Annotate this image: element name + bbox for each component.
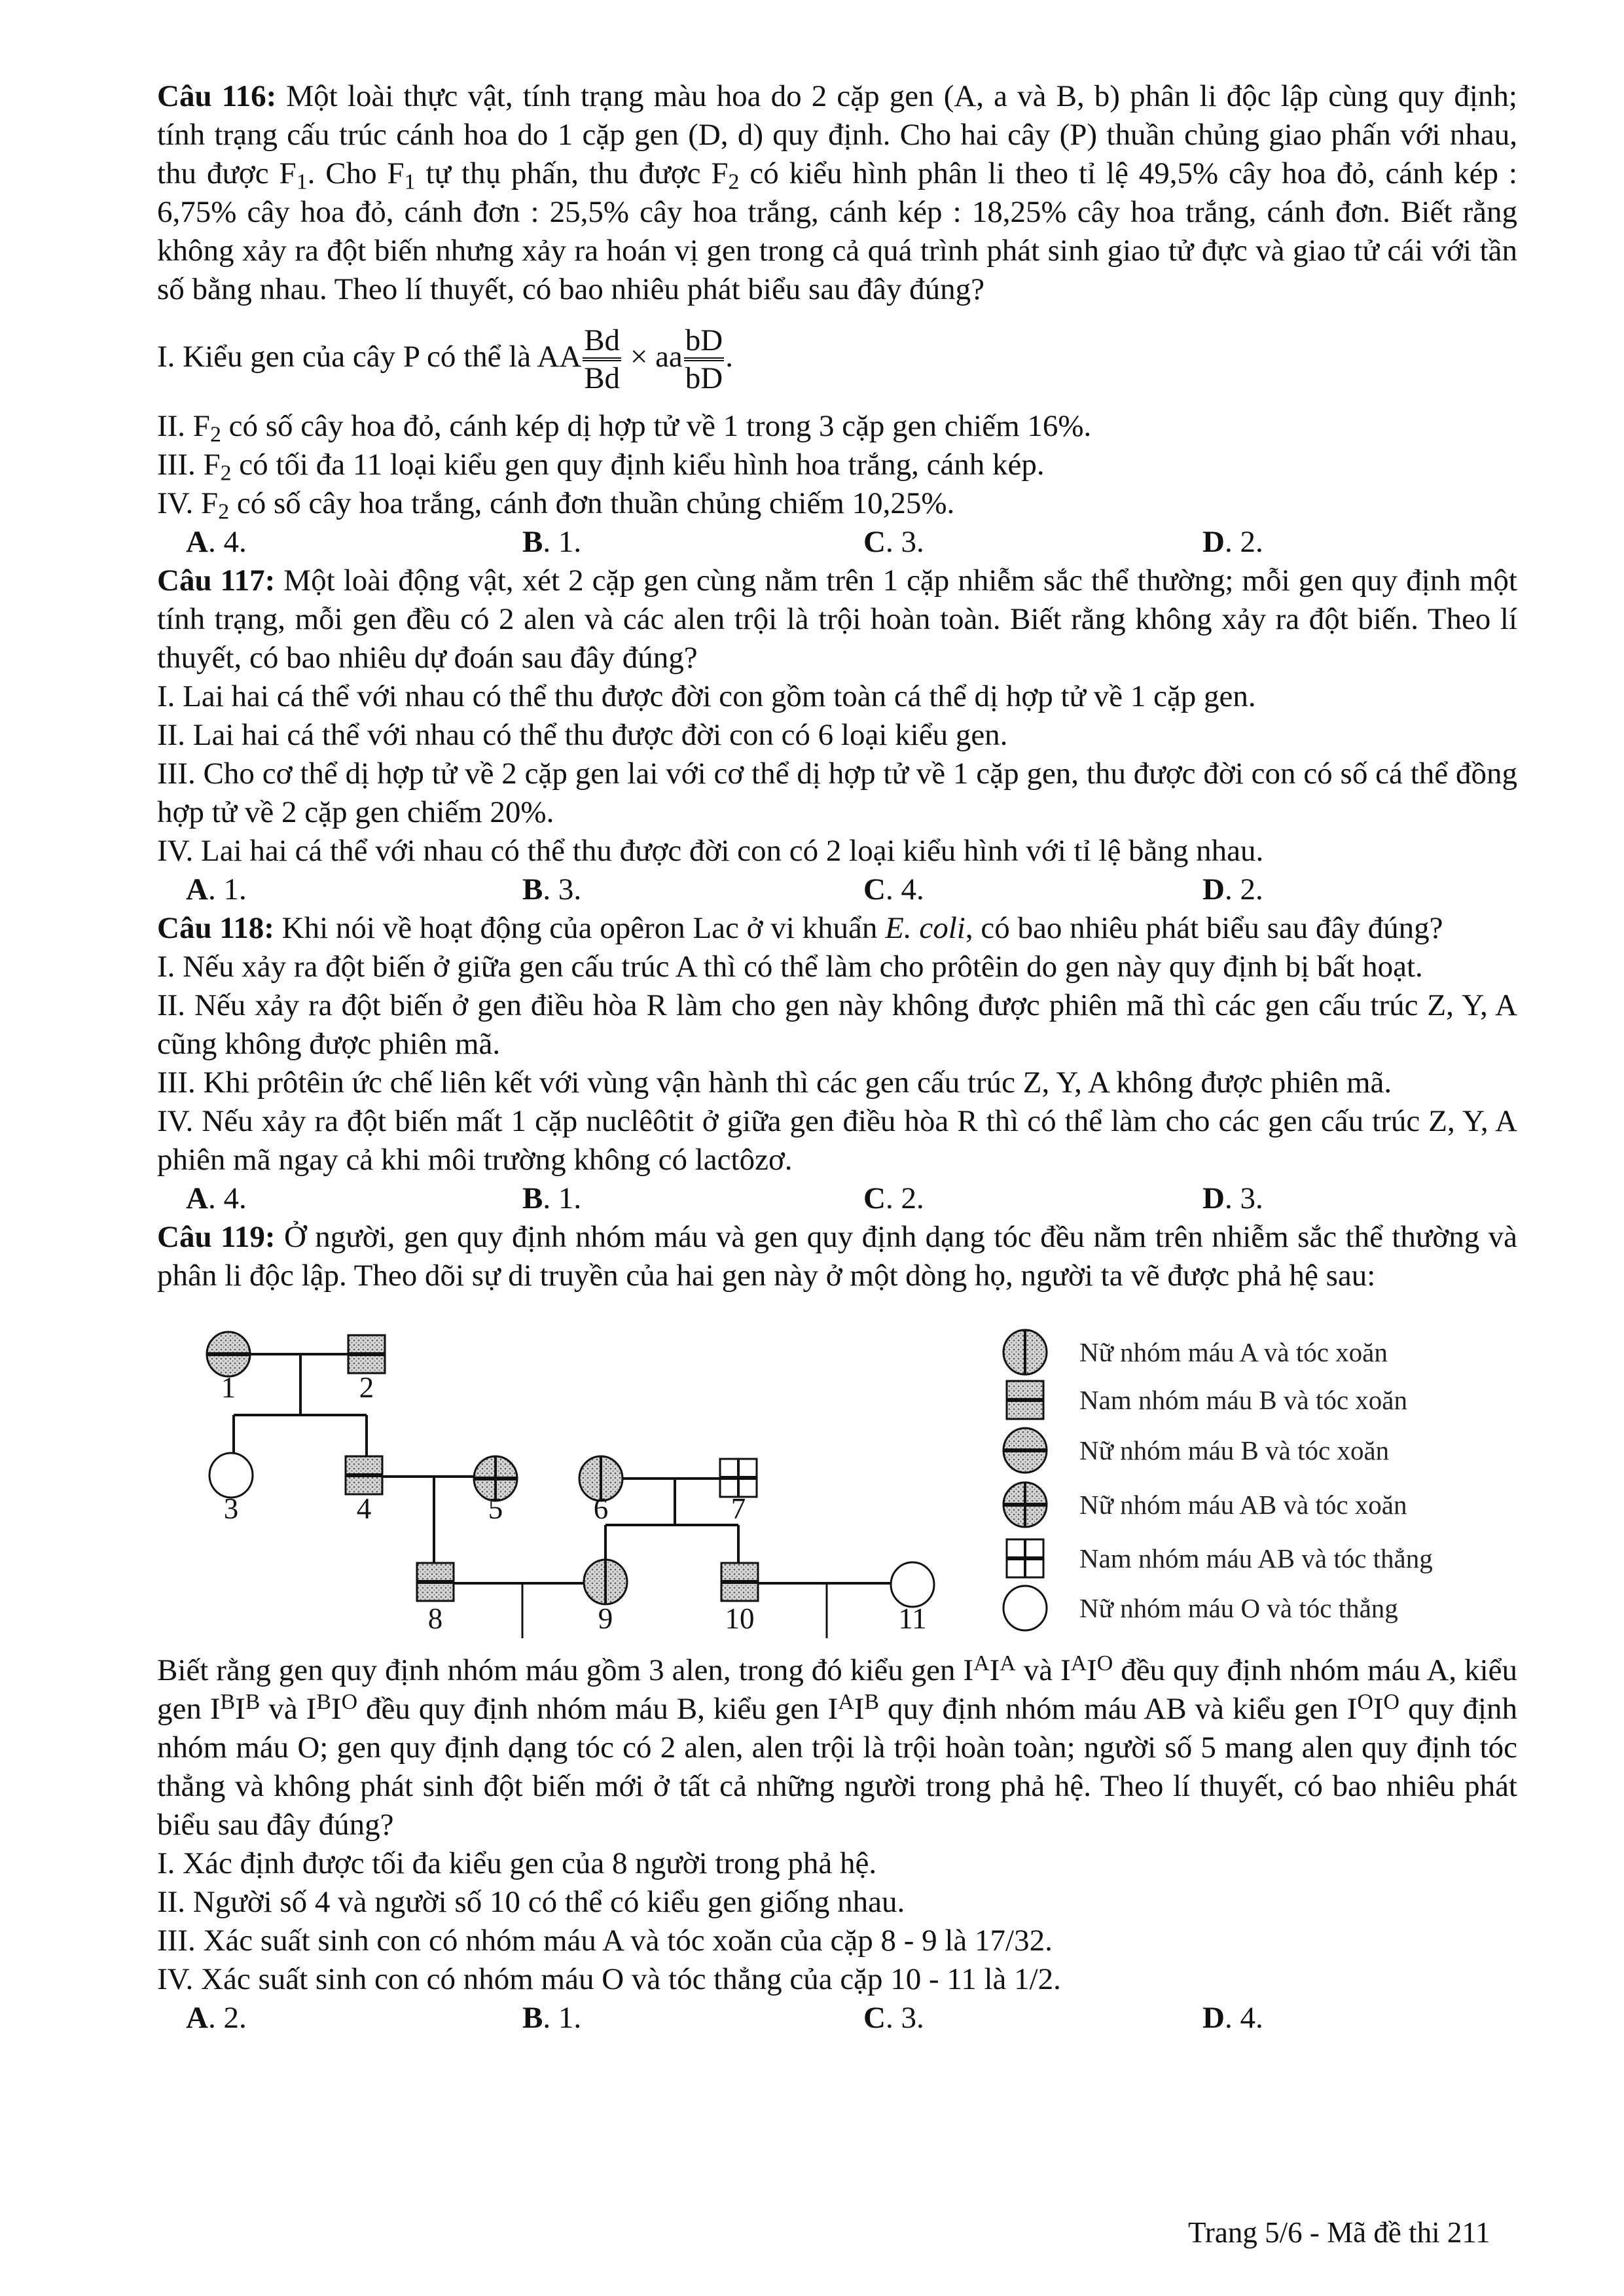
option-letter: A	[186, 872, 208, 906]
text-run: Ở người, gen quy định nhóm máu và gen quy định dạng tóc đều nằm trên nhiễm sắc thể thường và phân li độc lập. Theo dõi sự di truyền của hai gen này ở một dòng họ, người ta vẽ được phả hệ sau:	[157, 1220, 1517, 1293]
q117-statement-2	[157, 716, 1517, 755]
subscript: 2	[728, 170, 740, 194]
option-value: . 3.	[885, 2001, 924, 2035]
fraction-den: bD	[685, 361, 723, 395]
superscript: O	[341, 1689, 357, 1714]
subscript: 1	[404, 170, 416, 194]
text-run: quy định nhóm máu O; gen quy định dạng tóc có 2 alen, alen trội là trội hoàn toàn; người số 5 mang alen quy định tóc thẳng và không phát sinh đột biến mới ở tất cả những người trong phả hệ. Theo lí thuyết, có bao nhiêu phát biểu sau đây đúng?	[157, 1692, 1518, 1842]
legend-label: Nam nhóm máu AB và tóc thẳng	[1079, 1543, 1433, 1573]
q119-statement-3	[157, 1922, 1517, 1960]
answer-option-a[interactable]	[186, 1999, 247, 2037]
pedigree-individual-8	[417, 1563, 454, 1601]
text-run: I	[1087, 1653, 1097, 1687]
text-run: có tối đa 11 loại kiểu gen quy định kiểu hình hoa trắng, cánh kép.	[231, 448, 1045, 482]
answer-option-a[interactable]	[186, 870, 247, 909]
option-letter: D	[1202, 872, 1225, 906]
legend-label: Nữ nhóm máu B và tóc xoăn	[1079, 1435, 1390, 1465]
option-letter: A	[186, 1181, 208, 1215]
text-run: Khi nói về hoạt động của opêron Lac ở vi khuẩn	[274, 911, 886, 945]
pedigree-individual-3	[209, 1453, 253, 1498]
text-run: I	[1373, 1692, 1384, 1726]
option-value: . 3.	[885, 525, 924, 559]
individual-number: 5	[488, 1492, 503, 1525]
q116-answers	[157, 523, 1517, 562]
question-118-stem	[157, 909, 1517, 948]
text-run: I	[854, 1692, 865, 1726]
superscript: B	[864, 1689, 879, 1714]
superscript: A	[973, 1651, 990, 1676]
option-value: . 3.	[543, 872, 582, 906]
superscript: B	[245, 1689, 261, 1714]
legend-symbol-6	[1003, 1586, 1047, 1630]
question-number: Câu 117:	[157, 564, 276, 598]
option-value: . 2.	[208, 2001, 247, 2035]
pedigree-chart	[0, 1311, 1624, 1638]
question-119-stem	[157, 1218, 1517, 1295]
superscript: A	[838, 1689, 854, 1714]
answer-option-b[interactable]	[522, 870, 581, 909]
text-run: III. Xác suất sinh con có nhóm máu A và tóc xoăn của cặp 8 - 9 là 17/32.	[157, 1924, 1053, 1958]
legend-symbol-3	[1003, 1428, 1047, 1473]
q117-answers	[157, 870, 1517, 909]
genotype-fraction	[684, 323, 724, 395]
text-run: II. Nếu xảy ra đột biến ở gen điều hòa R làm cho gen này không được phiên mã thì các gen cấu trúc Z, Y, A cũng không được phiên mã.	[157, 988, 1517, 1061]
text-run: II. Lai hai cá thể với nhau có thể thu được đời con có 6 loại kiểu gen.	[157, 718, 1008, 752]
fraction-num: bD	[684, 323, 724, 361]
answer-option-d[interactable]	[1202, 1179, 1263, 1218]
text-run: và I	[260, 1692, 317, 1726]
legend-label: Nữ nhóm máu O và tóc thẳng	[1079, 1593, 1398, 1623]
pedigree-individual-4	[346, 1456, 382, 1494]
option-letter: D	[1202, 2001, 1225, 2035]
option-letter: A	[186, 2001, 208, 2035]
text-run: × aa	[623, 339, 683, 374]
answer-option-a[interactable]	[186, 523, 247, 562]
text-run: đều quy định nhóm máu B, kiểu gen I	[357, 1692, 839, 1726]
q117-statement-1	[157, 677, 1517, 716]
option-letter: C	[863, 525, 886, 559]
individual-number: 6	[593, 1492, 609, 1525]
text-run: , có bao nhiêu phát biểu sau đây đúng?	[965, 911, 1443, 945]
individual-number: 3	[223, 1492, 239, 1525]
q116-statement-2	[157, 407, 1517, 446]
text-run: II. F	[157, 409, 210, 443]
text-run: Biết rằng gen quy định nhóm máu gồm 3 alen, trong đó kiểu gen I	[157, 1653, 974, 1687]
option-letter: C	[863, 2001, 886, 2035]
pedigree-individual-2	[348, 1335, 385, 1373]
pedigree-individual-7	[720, 1459, 757, 1497]
option-value: . 4.	[208, 1181, 247, 1215]
exam-page	[157, 77, 1517, 2037]
answer-option-c[interactable]	[863, 1179, 924, 1218]
option-value: . 2.	[1224, 525, 1263, 559]
text-run: IV. F	[157, 486, 219, 520]
answer-option-c[interactable]	[863, 870, 924, 909]
pedigree-individual-11	[891, 1562, 934, 1607]
option-value: . 1.	[208, 872, 247, 906]
q118-statement-4	[157, 1102, 1517, 1179]
legend-symbol-5	[1007, 1539, 1043, 1577]
text-run: IV. Lai hai cá thể với nhau có thể thu được đời con có 2 loại kiểu hình với tỉ lệ bằng nhau.	[157, 834, 1264, 868]
option-letter: D	[1202, 525, 1225, 559]
q119-statement-4	[157, 1960, 1517, 1999]
q116-statement-4	[157, 484, 1517, 523]
q119-statement-1	[157, 1844, 1517, 1883]
option-letter: C	[863, 1181, 886, 1215]
q116-statement-3	[157, 446, 1517, 484]
answer-option-a[interactable]	[186, 1179, 247, 1218]
text-run: Một loài thực vật, tính trạng màu hoa do 2 cặp gen (A, a và B, b) phân li độc lập cùng quy định; tính trạng cấu trúc cánh hoa do 1 cặp gen (D, d) quy định. Cho hai cây (P) thuần chủng giao phấn với nhau, thu được F	[157, 79, 1517, 190]
text-run: Một loài động vật, xét 2 cặp gen cùng nằm trên 1 cặp nhiễm sắc thể thường; mỗi gen quy định một tính trạng, mỗi gen đều có 2 alen và các alen trội là trội hoàn toàn. Biết rằng không xảy ra đột biến. Theo lí thuyết, có bao nhiêu dự đoán sau đây đúng?	[157, 564, 1517, 675]
legend-label: Nam nhóm máu B và tóc xoăn	[1079, 1385, 1408, 1415]
text-run: I	[989, 1653, 1000, 1687]
text-run: quy định nhóm máu AB và kiểu gen I	[879, 1692, 1358, 1726]
answer-option-b[interactable]	[522, 1179, 581, 1218]
text-run: tự thụ phấn, thu được F	[415, 156, 729, 190]
pedigree-lines	[234, 1354, 890, 1638]
question-number: Câu 116:	[157, 79, 277, 113]
question-117-stem	[157, 562, 1517, 677]
q119-answers	[157, 1999, 1517, 2037]
text-run: III. F	[157, 448, 221, 482]
fraction-num: Bd	[583, 323, 621, 361]
text-run: .	[725, 339, 733, 374]
q116-statement-1	[157, 309, 1517, 407]
answer-option-d[interactable]	[1202, 1999, 1263, 2037]
option-value: . 2.	[1224, 872, 1263, 906]
individual-number: 4	[356, 1492, 372, 1525]
pedigree-individual-10	[721, 1563, 758, 1601]
question-119-info	[157, 1651, 1517, 1844]
text-run: III. Khi prôtêin ức chế liên kết với vùng vận hành thì các gen cấu trúc Z, Y, A không được phiên mã.	[157, 1066, 1392, 1100]
legend-label: Nữ nhóm máu AB và tóc xoăn	[1079, 1490, 1407, 1520]
italic-text: E. coli	[885, 911, 965, 945]
individual-number: 11	[898, 1602, 927, 1635]
legend-symbol-4	[1003, 1482, 1047, 1527]
subscript: 2	[220, 461, 232, 486]
legend-symbol-1	[1003, 1330, 1047, 1374]
subscript: 2	[218, 499, 230, 524]
individual-number: 10	[725, 1602, 755, 1635]
q118-statement-3	[157, 1064, 1517, 1102]
text-run: IV. Xác suất sinh con có nhóm máu O và tóc thẳng của cặp 10 - 11 là 1/2.	[157, 1962, 1061, 1996]
answer-option-c[interactable]	[863, 1999, 924, 2037]
answer-option-b[interactable]	[522, 523, 581, 562]
fraction-den: Bd	[584, 361, 621, 395]
text-run: I	[235, 1692, 245, 1726]
q119-statement-2	[157, 1883, 1517, 1922]
superscript: B	[220, 1689, 236, 1714]
superscript: A	[1070, 1651, 1087, 1676]
individual-number: 1	[221, 1371, 236, 1404]
text-run: I. Lai hai cá thể với nhau có thể thu được đời con gồm toàn cá thể dị hợp tử về 1 cặp gen.	[157, 679, 1256, 713]
genotype-fraction	[583, 323, 621, 395]
q117-statement-3	[157, 755, 1517, 832]
answer-option-d[interactable]	[1202, 523, 1263, 562]
individual-number: 9	[598, 1602, 613, 1635]
option-letter: B	[522, 1181, 543, 1215]
answer-option-b[interactable]	[522, 1999, 581, 2037]
text-run: đều quy định nhóm máu A, kiểu gen I	[157, 1653, 1518, 1726]
superscript: O	[1383, 1689, 1399, 1714]
page-footer: Trang 5/6 - Mã đề thi 211	[1188, 2216, 1490, 2249]
individual-number: 2	[359, 1371, 374, 1404]
option-value: . 2.	[885, 1181, 924, 1215]
answer-option-d[interactable]	[1202, 870, 1263, 909]
text-run: IV. Nếu xảy ra đột biến mất 1 cặp nuclêôtit ở giữa gen điều hòa R thì có thể làm cho các gen cấu trúc Z, Y, A phiên mã ngay cả khi môi trường không có lactôzơ.	[157, 1104, 1517, 1177]
option-value: . 1.	[543, 2001, 582, 2035]
text-run: III. Cho cơ thể dị hợp tử về 2 cặp gen lai với cơ thể dị hợp tử về 1 cặp gen, thu được đời con có số cá thể đồng hợp tử về 2 cặp gen chiếm 20%.	[157, 757, 1517, 829]
option-value: . 4.	[208, 525, 247, 559]
text-run: và I	[1015, 1653, 1071, 1687]
subscript: 2	[209, 422, 221, 447]
text-run: I. Nếu xảy ra đột biến ở giữa gen cấu trúc A thì có thể làm cho prôtêin do gen này quy định bị bất hoạt.	[157, 950, 1423, 984]
individual-number: 7	[731, 1492, 746, 1525]
q118-statement-2	[157, 986, 1517, 1064]
option-value: . 1.	[543, 525, 582, 559]
option-value: . 3.	[1224, 1181, 1263, 1215]
option-letter: B	[522, 872, 543, 906]
pedigree-individual-1	[207, 1332, 250, 1376]
question-number: Câu 119:	[157, 1220, 276, 1254]
pedigree-individual-9	[584, 1560, 627, 1604]
q117-statement-4	[157, 832, 1517, 870]
option-value: . 4.	[1224, 2001, 1263, 2035]
superscript: O	[1357, 1689, 1373, 1714]
individual-number: 8	[427, 1602, 443, 1635]
text-run: I. Kiểu gen của cây P có thể là AA	[157, 339, 582, 374]
option-letter: C	[863, 872, 886, 906]
text-run: có kiểu hình phân li theo tỉ lệ 49,5% cây hoa đỏ, cánh kép : 6,75% cây hoa đỏ, cánh đơn : 25,5% cây hoa trắng, cánh kép : 18,25% cây hoa trắng, cánh đơn. Biết rằng không xảy ra đột biến nhưng xảy ra hoán vị gen trong cả quá trình phát sinh giao tử đực và giao tử cái với tần số bằng nhau. Theo lí thuyết, có bao nhiêu phát biểu sau đây đúng?	[157, 156, 1517, 306]
text-run: II. Người số 4 và người số 10 có thể có kiểu gen giống nhau.	[157, 1885, 905, 1919]
answer-option-c[interactable]	[863, 523, 924, 562]
legend-symbol-2	[1007, 1381, 1043, 1419]
text-run: có số cây hoa trắng, cánh đơn thuần chủng chiếm 10,25%.	[229, 486, 955, 520]
superscript: B	[316, 1689, 331, 1714]
option-letter: B	[522, 2001, 543, 2035]
option-letter: D	[1202, 1181, 1225, 1215]
q118-answers	[157, 1179, 1517, 1218]
option-letter: A	[186, 525, 208, 559]
text-run: I. Xác định được tối đa kiểu gen của 8 người trong phả hệ.	[157, 1846, 877, 1880]
legend-label: Nữ nhóm máu A và tóc xoăn	[1079, 1337, 1388, 1367]
subscript: 1	[296, 170, 308, 194]
question-116-stem	[157, 77, 1517, 309]
text-run: có số cây hoa đỏ, cánh kép dị hợp tử về 1 trong 3 cặp gen chiếm 16%.	[221, 409, 1092, 443]
option-value: . 4.	[885, 872, 924, 906]
superscript: O	[1096, 1651, 1113, 1676]
question-number: Câu 118:	[157, 911, 274, 945]
q118-statement-1	[157, 948, 1517, 986]
option-value: . 1.	[543, 1181, 582, 1215]
option-letter: B	[522, 525, 543, 559]
text-run: I	[331, 1692, 342, 1726]
text-run: . Cho F	[307, 156, 405, 190]
superscript: A	[1000, 1651, 1016, 1676]
